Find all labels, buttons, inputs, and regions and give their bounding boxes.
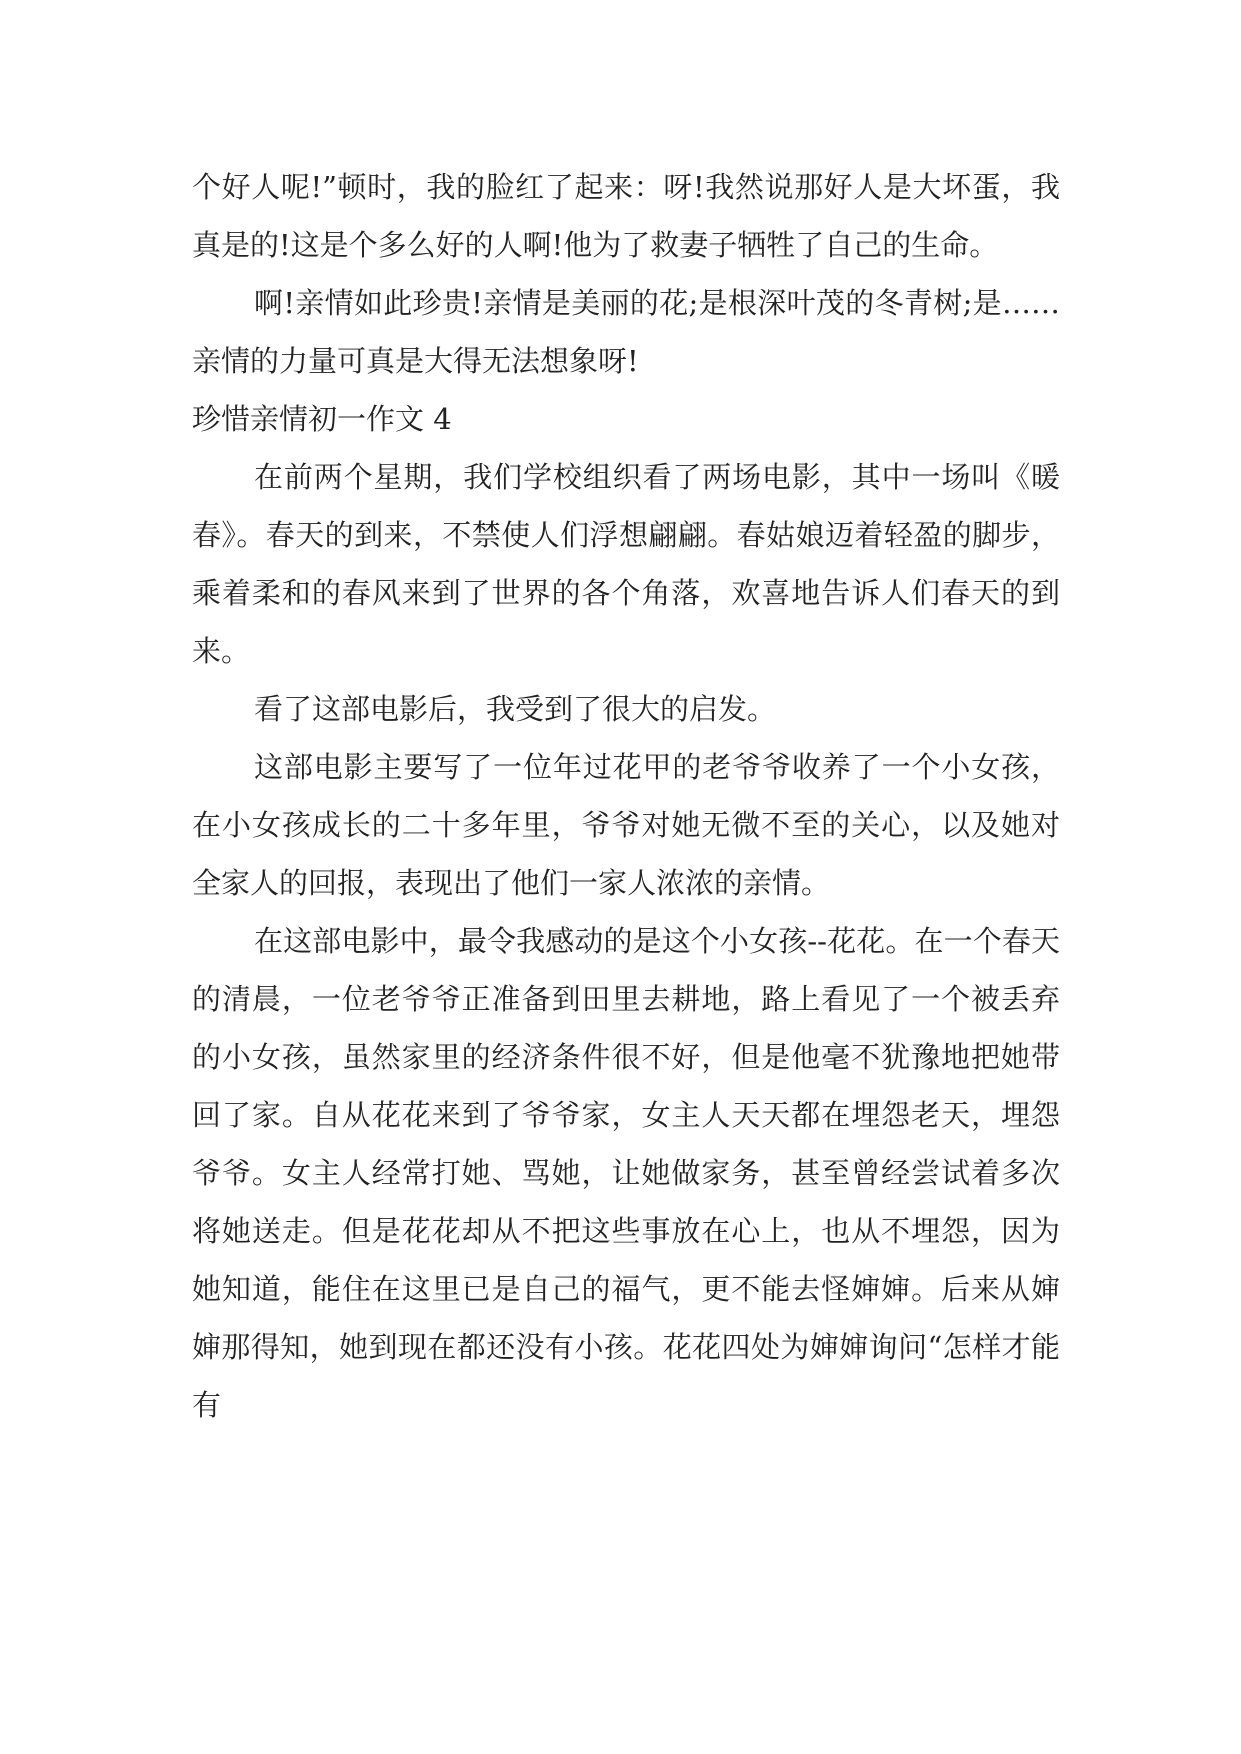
paragraph: 啊!亲情如此珍贵!亲情是美丽的花;是根深叶茂的冬青树;是……亲情的力量可真是大得无法想象呀! xyxy=(192,286,1060,378)
paragraph: 看了这部电影后，我受到了很大的启发。 xyxy=(254,692,777,726)
paragraph: 在这部电影中，最令我感动的是这个小女孩--花花。在一个春天的清晨，一位老爷爷正准备到田里去耕地，路上看见了一个被丢弃的小女孩，虽然家里的经济条件很不好，但是他毫不犹豫地把她带回了家。自从花花来到了爷爷家，女主人天天都在埋怨老天，埋怨爷爷。女主人经常打她、骂她，让她做家务，甚至曾经尝试着多次将她送走。但是花花却从不把这些事放在心上，也从不埋怨，因为她知道，能住在这里已是自己的福气，更不能去怪婶婶。后来从婶婶那得知，她到现在都还没有小孩。花花四处为婶婶询问“怎样才能有 xyxy=(192,924,1060,1422)
paragraph: 个好人呢!”顿时，我的脸红了起来：呀!我然说那好人是大坏蛋，我真是的!这是个多么好的人啊!他为了救妻子牺牲了自己的生命。 xyxy=(192,170,1060,262)
section-heading: 珍惜亲情初一作文 4 xyxy=(192,402,452,436)
document-page xyxy=(192,158,1060,1434)
paragraph: 这部电影主要写了一位年过花甲的老爷爷收养了一个小女孩，在小女孩成长的二十多年里，爷爷对她无微不至的关心，以及她对全家人的回报，表现出了他们一家人浓浓的亲情。 xyxy=(192,750,1060,900)
paragraph: 在前两个星期，我们学校组织看了两场电影，其中一场叫《暖春》。春天的到来，不禁使人们浮想翩翩。春姑娘迈着轻盈的脚步，乘着柔和的春风来到了世界的各个角落，欢喜地告诉人们春天的到来。 xyxy=(192,460,1060,668)
